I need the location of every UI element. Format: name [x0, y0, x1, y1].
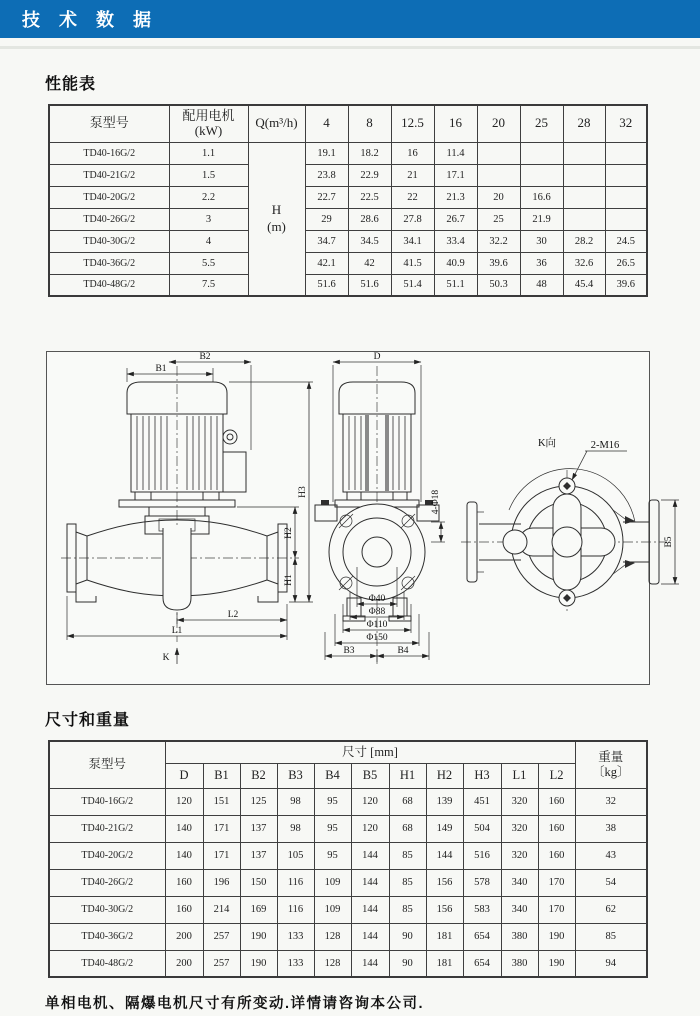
col-header-h2: H2	[426, 763, 463, 788]
col-header-flow: Q(m³/h)	[248, 105, 305, 142]
dimension-value-cell: 144	[351, 896, 389, 923]
head-value-cell	[477, 164, 520, 186]
dimension-value-cell: 170	[538, 896, 575, 923]
power-cell: 2.2	[169, 186, 248, 208]
dimensions-row	[49, 950, 647, 977]
dim-label-b3: B3	[343, 646, 355, 656]
head-value-cell: 32.6	[563, 252, 605, 274]
page-header	[0, 0, 700, 38]
dim-label-d: D	[373, 352, 381, 362]
dimension-value-cell: 85	[389, 896, 426, 923]
model-cell: TD40-20G/2	[49, 186, 169, 208]
col-header-b2: B2	[240, 763, 277, 788]
dimension-value-cell: 171	[203, 842, 240, 869]
model-cell: TD40-26G/2	[49, 208, 169, 230]
head-value-cell: 28.2	[563, 230, 605, 252]
dimension-value-cell: 214	[203, 896, 240, 923]
dim-label-b1: B1	[155, 364, 167, 374]
head-value-cell	[605, 186, 647, 208]
top-view	[461, 436, 679, 614]
head-value-cell	[563, 208, 605, 230]
dim-label-dia88: Φ88	[368, 607, 386, 617]
dim-label-k: K	[162, 653, 170, 663]
model-cell: TD40-16G/2	[49, 142, 169, 164]
dimension-value-cell: 181	[426, 923, 463, 950]
dimension-value-cell: 160	[538, 842, 575, 869]
performance-row	[49, 252, 647, 274]
head-value-cell: 30	[520, 230, 563, 252]
head-value-cell: 21.3	[434, 186, 477, 208]
col-header-q4: 4	[305, 105, 348, 142]
dimension-value-cell: 156	[426, 896, 463, 923]
dimension-value-cell: 144	[351, 923, 389, 950]
head-value-cell	[563, 164, 605, 186]
head-value-cell: 40.9	[434, 252, 477, 274]
dimension-value-cell: 196	[203, 869, 240, 896]
performance-row	[49, 142, 647, 164]
head-value-cell: 16.6	[520, 186, 563, 208]
dimension-value-cell: 139	[426, 788, 463, 815]
dimension-value-cell: 160	[165, 896, 203, 923]
dimension-value-cell: 140	[165, 842, 203, 869]
col-header-b4: B4	[314, 763, 351, 788]
performance-header-row	[49, 105, 647, 142]
dimension-value-cell: 144	[351, 842, 389, 869]
col-header-q8: 8	[348, 105, 391, 142]
dim-label-l1: L1	[171, 626, 183, 636]
dimension-value-cell: 150	[240, 869, 277, 896]
front-view	[61, 352, 313, 664]
weight-cell: 62	[575, 896, 647, 923]
dimension-value-cell: 125	[240, 788, 277, 815]
dimension-value-cell: 578	[463, 869, 501, 896]
head-value-cell: 45.4	[563, 274, 605, 296]
model-cell: TD40-20G/2	[49, 842, 165, 869]
model-cell: TD40-21G/2	[49, 164, 169, 186]
model-cell: TD40-36G/2	[49, 252, 169, 274]
head-value-cell: 29	[305, 208, 348, 230]
dimension-value-cell: 95	[314, 788, 351, 815]
model-cell: TD40-30G/2	[49, 896, 165, 923]
dimension-value-cell: 156	[426, 869, 463, 896]
dimension-value-cell: 149	[426, 815, 463, 842]
head-value-cell: 11.4	[434, 142, 477, 164]
dimension-value-cell: 190	[240, 923, 277, 950]
head-value-cell: 32.2	[477, 230, 520, 252]
col-header-q28: 28	[563, 105, 605, 142]
weight-cell: 85	[575, 923, 647, 950]
head-value-cell: 36	[520, 252, 563, 274]
col-header-q25: 25	[520, 105, 563, 142]
dimension-value-cell: 320	[501, 815, 538, 842]
dimension-drawing-panel	[46, 351, 674, 685]
dimension-value-cell: 133	[277, 923, 314, 950]
head-value-cell: 48	[520, 274, 563, 296]
head-value-cell: 19.1	[305, 142, 348, 164]
dimension-value-cell: 95	[314, 815, 351, 842]
dim-label-dia110: Φ110	[366, 620, 388, 630]
head-value-cell: 51.6	[305, 274, 348, 296]
dimension-value-cell: 451	[463, 788, 501, 815]
col-group-size: 尺寸 [mm]	[165, 741, 575, 763]
head-value-cell: 34.7	[305, 230, 348, 252]
head-value-cell: 42	[348, 252, 391, 274]
head-value-cell: 25	[477, 208, 520, 230]
performance-table-body	[49, 142, 647, 296]
dimension-value-cell: 128	[314, 923, 351, 950]
dimension-value-cell: 654	[463, 950, 501, 977]
head-value-cell: 26.5	[605, 252, 647, 274]
dimension-value-cell: 68	[389, 815, 426, 842]
weight-cell: 54	[575, 869, 647, 896]
model-cell: TD40-48G/2	[49, 950, 165, 977]
dimension-value-cell: 380	[501, 923, 538, 950]
dimension-value-cell: 90	[389, 923, 426, 950]
power-cell: 5.5	[169, 252, 248, 274]
dimension-value-cell: 137	[240, 842, 277, 869]
dimension-value-cell: 68	[389, 788, 426, 815]
pump-dimension-drawing	[47, 352, 674, 684]
dimension-value-cell: 90	[389, 950, 426, 977]
dimension-value-cell: 340	[501, 896, 538, 923]
dim-label-h3: H3	[298, 486, 308, 498]
head-value-cell: 51.1	[434, 274, 477, 296]
dimensions-row	[49, 869, 647, 896]
head-value-cell: 33.4	[434, 230, 477, 252]
header-divider	[0, 46, 700, 49]
dimension-value-cell: 140	[165, 815, 203, 842]
dim-label-h2: H2	[284, 527, 294, 539]
weight-cell: 43	[575, 842, 647, 869]
head-value-cell: 16	[391, 142, 434, 164]
performance-row	[49, 208, 647, 230]
dimension-value-cell: 95	[314, 842, 351, 869]
dimension-value-cell: 137	[240, 815, 277, 842]
dimensions-table	[48, 740, 648, 978]
col-header-q32: 32	[605, 105, 647, 142]
dimension-value-cell: 120	[351, 788, 389, 815]
dimension-value-cell: 516	[463, 842, 501, 869]
head-value-cell	[563, 142, 605, 164]
model-cell: TD40-16G/2	[49, 788, 165, 815]
power-cell: 1.1	[169, 142, 248, 164]
head-value-cell: 26.7	[434, 208, 477, 230]
col-header-h1: H1	[389, 763, 426, 788]
head-value-cell: 27.8	[391, 208, 434, 230]
dimension-value-cell: 105	[277, 842, 314, 869]
dimension-value-cell: 200	[165, 950, 203, 977]
head-value-cell	[563, 186, 605, 208]
dimensions-section-title: 尺寸和重量	[45, 712, 131, 729]
head-value-cell	[605, 142, 647, 164]
dimensions-row	[49, 896, 647, 923]
dim-label-l2: L2	[227, 610, 239, 620]
dim-label-h1: H1	[284, 574, 294, 586]
col-header-model: 泵型号	[49, 105, 169, 142]
col-header-b1: B1	[203, 763, 240, 788]
col-header-q12-5: 12.5	[391, 105, 434, 142]
performance-row	[49, 186, 647, 208]
head-value-cell: 51.4	[391, 274, 434, 296]
power-cell: 7.5	[169, 274, 248, 296]
dimension-value-cell: 120	[165, 788, 203, 815]
dimension-value-cell: 151	[203, 788, 240, 815]
head-value-cell: 34.1	[391, 230, 434, 252]
dimension-value-cell: 190	[240, 950, 277, 977]
dimension-value-cell: 320	[501, 788, 538, 815]
head-value-cell: 22.9	[348, 164, 391, 186]
head-value-cell: 22.7	[305, 186, 348, 208]
head-value-cell	[520, 164, 563, 186]
model-cell: TD40-30G/2	[49, 230, 169, 252]
model-cell: TD40-48G/2	[49, 274, 169, 296]
dim-label-b5: B5	[664, 536, 674, 548]
side-view	[315, 352, 445, 664]
head-value-cell: 22	[391, 186, 434, 208]
performance-row	[49, 230, 647, 252]
dimension-value-cell: 504	[463, 815, 501, 842]
col-header-b3: B3	[277, 763, 314, 788]
col-header-d: D	[165, 763, 203, 788]
head-value-cell: 20	[477, 186, 520, 208]
power-cell: 3	[169, 208, 248, 230]
head-value-cell	[477, 142, 520, 164]
dimension-value-cell: 133	[277, 950, 314, 977]
dimension-value-cell: 144	[351, 950, 389, 977]
dimension-value-cell: 85	[389, 842, 426, 869]
dim-label-4-phi18: 4-Φ18	[431, 489, 441, 515]
head-value-cell: 50.3	[477, 274, 520, 296]
head-value-cell: 41.5	[391, 252, 434, 274]
head-value-cell	[605, 164, 647, 186]
dimension-value-cell: 380	[501, 950, 538, 977]
dimensions-row	[49, 923, 647, 950]
head-value-cell: 39.6	[477, 252, 520, 274]
col-header-q16: 16	[434, 105, 477, 142]
dimension-value-cell: 160	[538, 815, 575, 842]
weight-cell: 94	[575, 950, 647, 977]
performance-section-title: 性能表	[45, 76, 97, 93]
dimension-value-cell: 160	[165, 869, 203, 896]
dimension-value-cell: 144	[426, 842, 463, 869]
weight-cell: 32	[575, 788, 647, 815]
head-value-cell: 21.9	[520, 208, 563, 230]
col-header-h3: H3	[463, 763, 501, 788]
dimension-value-cell: 654	[463, 923, 501, 950]
power-cell: 1.5	[169, 164, 248, 186]
head-value-cell	[605, 208, 647, 230]
dimension-value-cell: 160	[538, 788, 575, 815]
dimensions-row	[49, 815, 647, 842]
col-header-l1: L1	[501, 763, 538, 788]
dimension-value-cell: 109	[314, 869, 351, 896]
head-value-cell: 51.6	[348, 274, 391, 296]
model-cell: TD40-26G/2	[49, 869, 165, 896]
col-header-model: 泵型号	[49, 741, 165, 788]
head-value-cell: 22.5	[348, 186, 391, 208]
head-value-cell: 39.6	[605, 274, 647, 296]
view-label-k: K向	[537, 438, 557, 449]
model-cell: TD40-36G/2	[49, 923, 165, 950]
dim-label-b2: B2	[199, 352, 211, 362]
dimension-value-cell: 200	[165, 923, 203, 950]
weight-cell: 38	[575, 815, 647, 842]
head-value-cell: 42.1	[305, 252, 348, 274]
col-header-q20: 20	[477, 105, 520, 142]
performance-table	[48, 104, 648, 297]
dimensions-row	[49, 788, 647, 815]
head-value-cell: 17.1	[434, 164, 477, 186]
dimension-value-cell: 320	[501, 842, 538, 869]
dim-label-dia40: Φ40	[368, 594, 386, 604]
head-value-cell: 23.8	[305, 164, 348, 186]
dimension-value-cell: 144	[351, 869, 389, 896]
performance-row	[49, 164, 647, 186]
col-header-motor: 配用电机 (kW)	[169, 105, 248, 142]
head-unit-cell: H (m)	[248, 142, 305, 296]
dimension-value-cell: 109	[314, 896, 351, 923]
head-value-cell: 34.5	[348, 230, 391, 252]
dimensions-table-body	[49, 788, 647, 977]
dimension-value-cell: 85	[389, 869, 426, 896]
col-header-weight: 重量 〔kg〕	[575, 741, 647, 788]
dimension-value-cell: 170	[538, 869, 575, 896]
dimension-value-cell: 257	[203, 950, 240, 977]
dimensions-group-header-row	[49, 741, 647, 763]
dimension-value-cell: 190	[538, 950, 575, 977]
head-value-cell: 24.5	[605, 230, 647, 252]
dimension-value-cell: 116	[277, 896, 314, 923]
head-value-cell: 21	[391, 164, 434, 186]
head-value-cell: 28.6	[348, 208, 391, 230]
dimension-value-cell: 340	[501, 869, 538, 896]
dimension-value-cell: 181	[426, 950, 463, 977]
dim-label-2-m16: 2-M16	[590, 440, 620, 451]
dim-label-dia150: Φ150	[366, 633, 388, 643]
head-value-cell: 18.2	[348, 142, 391, 164]
dimension-value-cell: 116	[277, 869, 314, 896]
power-cell: 4	[169, 230, 248, 252]
dim-label-b4: B4	[397, 646, 409, 656]
col-header-b5: B5	[351, 763, 389, 788]
dimensions-row	[49, 842, 647, 869]
footer-note: 单相电机、隔爆电机尺寸有所变动.详情请咨询本公司.	[45, 996, 425, 1012]
dimension-value-cell: 169	[240, 896, 277, 923]
dimension-value-cell: 171	[203, 815, 240, 842]
dimension-value-cell: 583	[463, 896, 501, 923]
performance-row	[49, 274, 647, 296]
dimension-value-cell: 190	[538, 923, 575, 950]
page-title: 技 术 数 据	[22, 10, 159, 30]
dimension-value-cell: 120	[351, 815, 389, 842]
dimension-value-cell: 257	[203, 923, 240, 950]
model-cell: TD40-21G/2	[49, 815, 165, 842]
dimension-value-cell: 98	[277, 815, 314, 842]
col-header-l2: L2	[538, 763, 575, 788]
head-value-cell	[520, 142, 563, 164]
dimension-value-cell: 128	[314, 950, 351, 977]
dimension-value-cell: 98	[277, 788, 314, 815]
